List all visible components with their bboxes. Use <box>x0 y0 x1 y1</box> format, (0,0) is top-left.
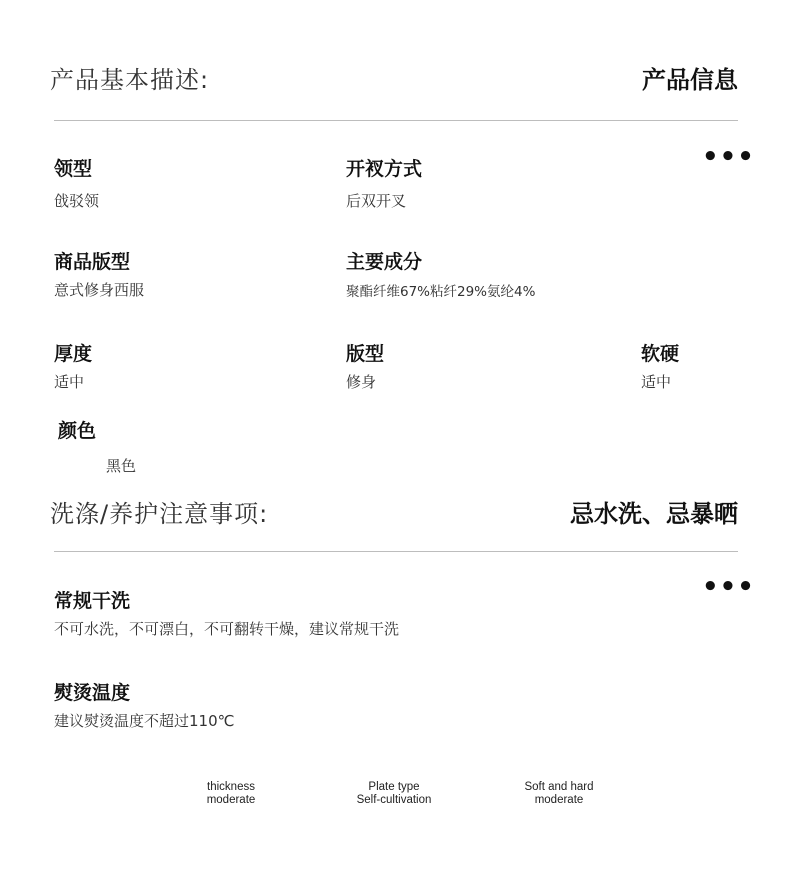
caption-line: Soft and hard <box>524 781 594 793</box>
attr-value-collar: 戗驳领 <box>54 192 100 210</box>
attr-label-color: 颜色 <box>58 420 97 442</box>
more-dots-icon[interactable]: ••• <box>702 142 755 172</box>
caption-line: thickness <box>207 781 255 793</box>
attr-label-fit: 版型 <box>346 343 385 365</box>
caption-line: moderate <box>206 794 256 806</box>
product-section-title: 产品基本描述: <box>50 66 210 94</box>
attr-value-vent: 后双开叉 <box>346 192 407 210</box>
care-label-dry-clean: 常规干洗 <box>54 590 131 612</box>
attr-label-collar: 领型 <box>54 158 93 180</box>
caption-thickness <box>181 781 281 807</box>
section-divider <box>54 551 738 552</box>
attr-label-thickness: 厚度 <box>54 343 93 365</box>
attr-value-thickness: 适中 <box>54 373 85 391</box>
attr-value-fit-style: 意式修身西服 <box>54 281 145 299</box>
product-info-heading: 产品信息 <box>642 66 738 94</box>
care-value-dry-clean: 不可水洗，不可漂白，不可翻转干燥，建议常规干洗 <box>54 620 400 638</box>
attr-value-fit: 修身 <box>346 373 377 391</box>
attr-label-fit-style: 商品版型 <box>54 251 131 273</box>
caption-line: Plate type <box>368 781 420 793</box>
attr-label-softness: 软硬 <box>641 343 680 365</box>
caption-line: moderate <box>534 794 584 806</box>
attr-value-composition: 聚酯纤维67%粘纤29%氨纶4% <box>346 284 536 300</box>
care-value-ironing: 建议熨烫温度不超过110℃ <box>54 712 235 730</box>
section-divider <box>54 120 738 121</box>
attr-value-color: 黑色 <box>106 457 137 475</box>
caption-softness <box>504 781 614 807</box>
attr-label-composition: 主要成分 <box>346 251 423 273</box>
care-label-ironing: 熨烫温度 <box>54 682 131 704</box>
care-section-title: 洗涤/养护注意事项: <box>50 500 269 528</box>
caption-line: Self-cultivation <box>356 794 432 806</box>
attr-label-vent: 开衩方式 <box>346 158 423 180</box>
caption-plate-type <box>334 781 454 807</box>
more-dots-icon[interactable]: ••• <box>702 572 755 602</box>
attr-value-softness: 适中 <box>641 373 672 391</box>
care-warning-heading: 忌水洗、忌暴晒 <box>570 500 738 528</box>
